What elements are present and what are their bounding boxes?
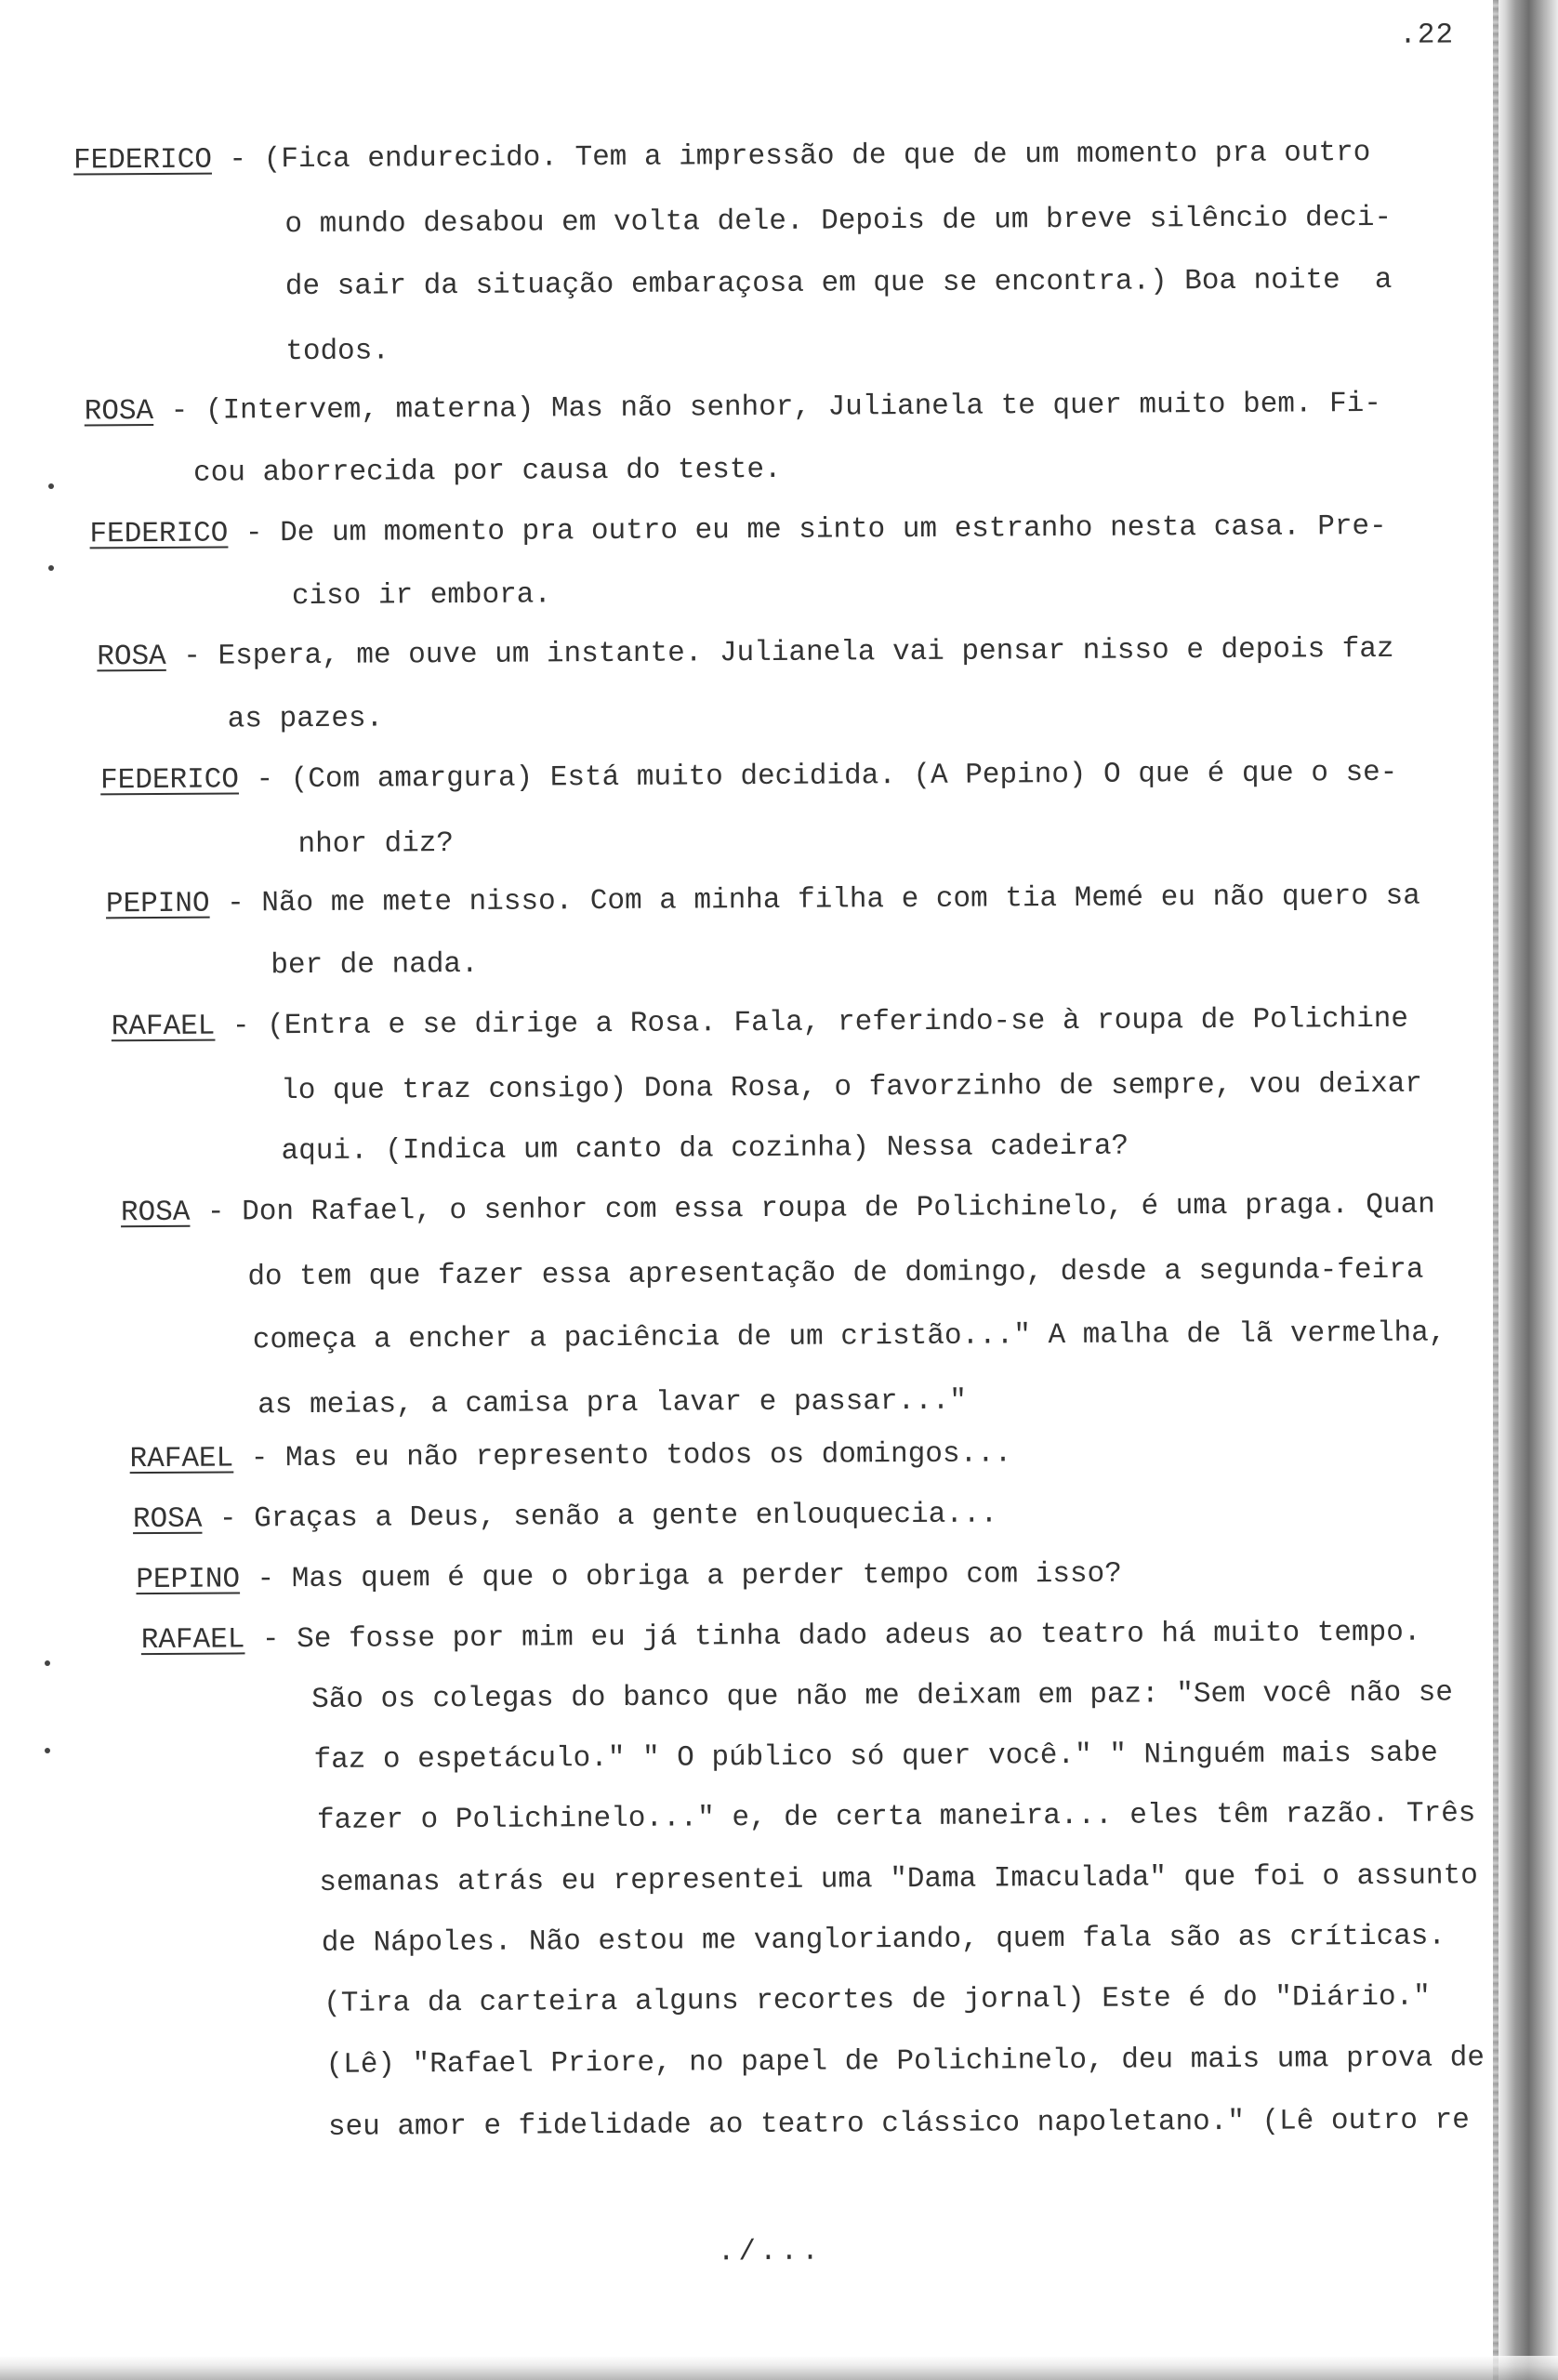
dialogue-line <box>321 1920 1446 1960</box>
dialogue-text: lo que traz consigo) Dona Rosa, o favorzinho de sempre, vou deixar <box>281 1067 1423 1108</box>
page-number: .22 <box>1399 19 1455 52</box>
scan-edge-texture <box>1493 0 1499 2380</box>
speaker-name: RAFAEL <box>111 1010 216 1044</box>
speaker-name: ROSA <box>132 1502 203 1537</box>
dialogue-line <box>228 704 384 734</box>
dialogue-text: seu amor e fidelidade ao teatro clássico napoletano." (Lê outro re <box>327 2104 1470 2144</box>
scan-speck <box>48 565 54 571</box>
dialogue-line <box>271 947 479 983</box>
dialogue-line <box>132 1498 998 1537</box>
scan-speck <box>45 1748 50 1753</box>
dialogue-text: cou aborrecida por causa do teste. <box>193 453 782 490</box>
dialogue-text: do tem que fazer essa apresentação de domingo, desde a segunda-feira <box>247 1253 1424 1294</box>
speaker-name: RAFAEL <box>140 1623 245 1658</box>
dialogue-text: - De um momento pra outro eu me sinto um estranho nesta casa. Pre- <box>228 509 1387 550</box>
dialogue-text: - Graças a Deus, senão a gente enlouquecia... <box>202 1498 998 1536</box>
dialogue-line <box>193 453 782 490</box>
dialogue-text: todos. <box>285 335 390 369</box>
dialogue-line <box>257 1384 968 1422</box>
dialogue-line <box>284 263 1393 304</box>
dialogue-text: - Se fosse por mim eu já tinha dado adeus ao teatro há muito tempo. <box>244 1616 1421 1657</box>
speaker-name: RAFAEL <box>129 1442 234 1476</box>
dialogue-line <box>325 2043 1485 2080</box>
dialogue-line <box>120 1188 1435 1230</box>
dialogue-line <box>319 1861 1478 1897</box>
dialogue-line <box>136 1557 1122 1597</box>
dialogue-line <box>252 1316 1446 1357</box>
dialogue-line <box>327 2104 1470 2144</box>
dialogue-text: - (Entra e se dirige a Rosa. Fala, referindo-se à roupa de Polichine <box>215 1002 1409 1043</box>
dialogue-text: ber de nada. <box>271 947 479 983</box>
speaker-name: ROSA <box>120 1196 191 1230</box>
speaker-name: ROSA <box>84 394 154 429</box>
dialogue-text: nhor diz? <box>297 827 455 862</box>
dialogue-line <box>105 879 1420 921</box>
dialogue-text: faz o espetáculo." " O público só quer você." " Ninguém mais sabe <box>313 1737 1438 1777</box>
dialogue-text: (Lê) "Rafael Priore, no papel de Polichinelo, deu mais uma prova de <box>325 2042 1485 2082</box>
dialogue-line <box>247 1253 1424 1294</box>
scan-bottom-shadow <box>0 2356 1558 2380</box>
dialogue-text: - (Intervem, materna) Mas não senhor, Julianela te quer muito bem. Fi- <box>153 387 1382 428</box>
dialogue-line <box>311 1676 1454 1716</box>
dialogue-text: ciso ir embora. <box>291 578 552 614</box>
dialogue-text: - Don Rafael, o senhor com essa roupa de Polichinelo, é uma praga. Quan <box>190 1188 1435 1229</box>
dialogue-line <box>323 1980 1431 2020</box>
dialogue-line <box>100 756 1398 798</box>
speaker-name: FEDERICO <box>73 143 212 178</box>
scan-speck <box>45 1660 50 1666</box>
scan-speck <box>48 483 54 489</box>
continuation-marker: ./... <box>717 2235 823 2269</box>
scan-edge-shadow <box>1493 0 1558 2380</box>
dialogue-text: de Nápoles. Não estou me vangloriando, quem fala são as críticas. <box>321 1920 1446 1960</box>
dialogue-line <box>284 201 1393 242</box>
dialogue-line <box>129 1439 1011 1474</box>
dialogue-text: - (Fica endurecido. Tem a impressão de que de um momento pra outro <box>211 136 1371 177</box>
speaker-name: FEDERICO <box>89 517 229 551</box>
dialogue-text: - Espera, me ouve um instante. Julianela vai pensar nisso e depois faz <box>165 632 1394 673</box>
dialogue-text: - Não me mete nisso. Com a minha filha e com tia Memé eu não quero sa <box>209 879 1420 920</box>
dialogue-line <box>317 1799 1476 1835</box>
dialogue-line <box>313 1739 1437 1775</box>
dialogue-line <box>281 1132 1129 1167</box>
dialogue-text: as pazes. <box>227 702 384 736</box>
dialogue-text: fazer o Polichinelo..." e, de certa maneira... eles têm razão. Três <box>316 1797 1476 1837</box>
dialogue-line <box>285 335 390 369</box>
speaker-name: PEPINO <box>105 887 210 921</box>
dialogue-line <box>111 1002 1409 1044</box>
dialogue-text: (Tira da carteira alguns recortes de jornal) Este é do "Diário." <box>323 1980 1431 2020</box>
dialogue-text: aqui. (Indica um canto da cozinha) Nessa cadeira? <box>281 1130 1129 1169</box>
dialogue-text: - Mas quem é que o obriga a perder tempo com isso? <box>239 1557 1122 1596</box>
speaker-name: ROSA <box>97 640 166 674</box>
dialogue-text: o mundo desabou em volta dele. Depois de um breve silêncio deci- <box>284 201 1393 242</box>
dialogue-line <box>297 827 455 862</box>
dialogue-text: de sair da situação embaraçosa em que se encontra.) Boa noite a <box>284 263 1393 304</box>
dialogue-text: São os colegas do banco que não me deixam em paz: "Sem você não se <box>311 1676 1454 1716</box>
dialogue-line <box>97 632 1394 674</box>
dialogue-text: semanas atrás eu representei uma "Dama Imaculada" que foi o assunto <box>319 1859 1478 1899</box>
dialogue-line <box>140 1616 1421 1658</box>
dialogue-line <box>73 136 1371 178</box>
dialogue-line <box>84 387 1382 429</box>
dialogue-text: começa a encher a paciência de um cristão..." A malha de lã vermelha, <box>252 1316 1446 1357</box>
dialogue-line <box>291 578 552 614</box>
dialogue-line <box>89 509 1387 551</box>
speaker-name: FEDERICO <box>100 763 240 798</box>
speaker-name: PEPINO <box>136 1563 241 1597</box>
dialogue-text: as meias, a camisa pra lavar e passar..." <box>257 1384 968 1422</box>
dialogue-line <box>281 1067 1423 1108</box>
dialogue-text: - (Com amargura) Está muito decidida. (A Pepino) O que é que o se- <box>238 756 1398 797</box>
dialogue-text: - Mas eu não represento todos os domingos... <box>233 1437 1012 1475</box>
